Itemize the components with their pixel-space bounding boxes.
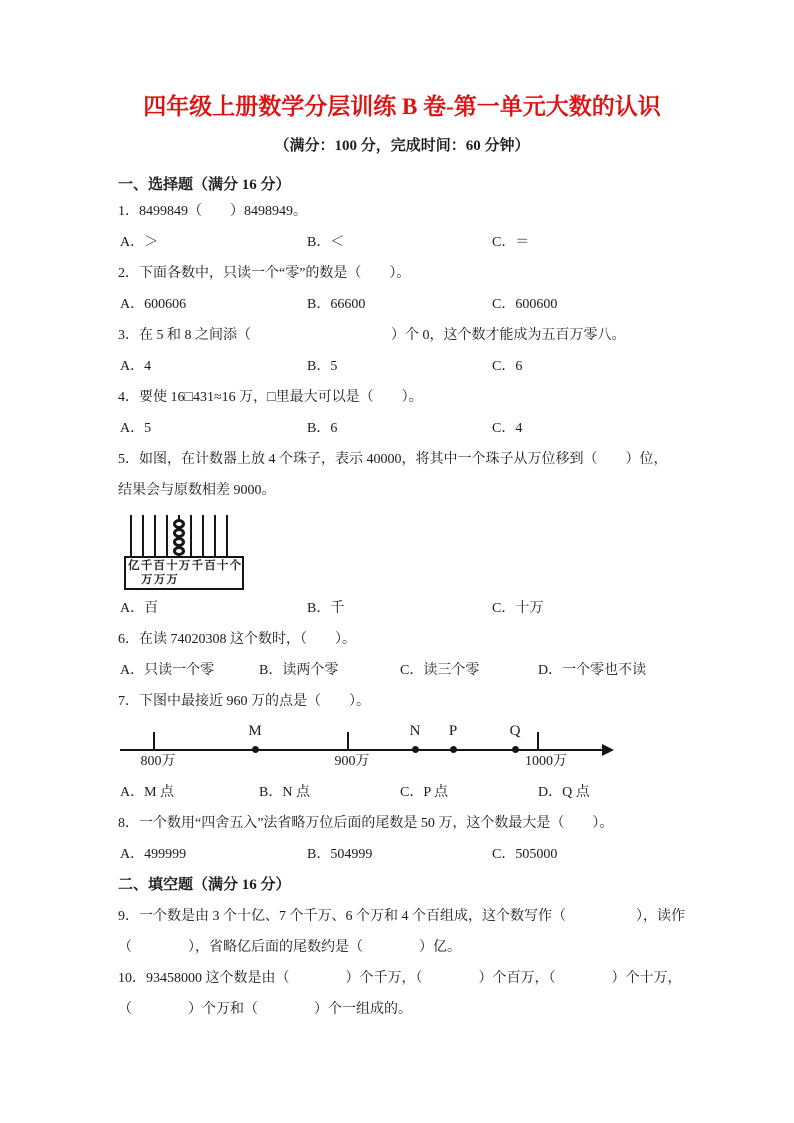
question-4-options	[118, 413, 686, 444]
numberline-tick-label-3: 1000万	[525, 754, 567, 769]
question-6-option-d: D．一个零也不读	[538, 663, 647, 678]
numberline-tick-1	[153, 732, 155, 750]
question-1-text: 1．8499849（ ）8498949。	[118, 204, 307, 219]
number-line-arrowhead-icon	[602, 744, 614, 756]
question-7-option-d: D．Q 点	[538, 785, 590, 800]
abacus-rod-2	[142, 515, 144, 556]
question-3-option-c: C．6	[492, 359, 523, 374]
question-6-option-a: A．只读一个零	[120, 663, 215, 678]
numberline-tick-label-1: 800万	[140, 754, 176, 769]
question-5-option-a: A．百	[120, 601, 159, 616]
question-8-option-b: B．504999	[307, 847, 373, 862]
question-2-option-a: A．600606	[120, 297, 187, 312]
abacus-counter-diagram	[124, 509, 264, 593]
question-4-option-a: A．5	[120, 421, 152, 436]
abacus-rod-9	[226, 515, 228, 556]
numberline-point-n	[412, 746, 419, 753]
question-10-line-2: （ ）个万和（ ）个一组成的。	[118, 1002, 412, 1017]
numberline-point-label-n: N	[409, 723, 421, 739]
question-4-option-b: B．6	[307, 421, 338, 436]
abacus-rod-1	[130, 515, 132, 556]
numberline-point-label-m: M	[248, 723, 262, 739]
question-6-text: 6．在读 74020308 这个数时，（ ）。	[118, 632, 356, 647]
question-5-options	[118, 593, 686, 624]
abacus-rod-6	[190, 515, 192, 556]
section-1-heading: 一、选择题（满分 16 分）	[118, 177, 291, 193]
question-7-options	[118, 777, 686, 808]
question-3-options	[118, 351, 686, 382]
question-2-options	[118, 289, 686, 320]
question-10-line-1: 10．93458000 这个数是由（ ）个千万，（ ）个百万，（ ）个十万，	[118, 971, 682, 986]
question-3-option-b: B．5	[307, 359, 338, 374]
question-8-option-a: A．499999	[120, 847, 187, 862]
question-7-option-c: C．P 点	[400, 785, 449, 800]
question-2-option-c: C．600600	[492, 297, 558, 312]
numberline-tick-2	[347, 732, 349, 750]
document-subtitle: （满分：100 分，完成时间：60 分钟）	[274, 138, 530, 154]
question-4-text: 4．要使 16□431≈16 万，□里最大可以是（ ）。	[118, 390, 423, 405]
numberline-tick-3	[537, 732, 539, 750]
question-5-line-2: 结果会与原数相差 9000。	[118, 483, 276, 498]
question-1-option-c: C．＝	[492, 235, 530, 250]
question-7-option-a: A．M 点	[120, 785, 175, 800]
numberline-tick-label-2: 900万	[334, 754, 370, 769]
question-2-option-b: B．66600	[307, 297, 366, 312]
question-1-options	[118, 227, 686, 258]
abacus-rod-8	[214, 515, 216, 556]
numberline-point-label-p: P	[448, 723, 458, 739]
question-6-option-c: C．读三个零	[400, 663, 480, 678]
question-9-line-2: （ ），省略亿后面的尾数约是（ ）亿。	[118, 940, 461, 955]
abacus-place-labels-row2: 万万万	[141, 574, 180, 586]
question-6-options	[118, 655, 686, 686]
question-2-text: 2．下面各数中，只读一个“零”的数是（ ）。	[118, 266, 411, 281]
question-3-option-a: A．4	[120, 359, 152, 374]
abacus-rod-3	[154, 515, 156, 556]
numberline-point-label-q: Q	[509, 723, 521, 739]
numberline-point-p	[450, 746, 457, 753]
question-8-text: 8．一个数用“四舍五入”法省略万位后面的尾数是 50 万，这个数最大是（ ）。	[118, 816, 614, 831]
question-4-option-c: C．4	[492, 421, 523, 436]
number-line-diagram	[118, 719, 686, 777]
numberline-point-q	[512, 746, 519, 753]
abacus-place-labels-row1: 亿千百十万千百十个	[128, 560, 243, 572]
abacus-rod-4	[166, 515, 168, 556]
question-5-option-b: B．千	[307, 601, 345, 616]
question-8-option-c: C．505000	[492, 847, 558, 862]
question-5-line-1: 5．如图，在计数器上放 4 个珠子，表示 40000，将其中一个珠子从万位移到（ ）位，	[118, 452, 668, 467]
numberline-point-m	[252, 746, 259, 753]
section-2-heading: 二、填空题（满分 16 分）	[118, 877, 291, 893]
abacus-bead-4	[173, 546, 185, 556]
question-3-text: 3．在 5 和 8 之间添（ ）个 0，这个数才能成为五百万零八。	[118, 328, 626, 343]
abacus-rod-7	[202, 515, 204, 556]
question-1-option-a: A．＞	[120, 235, 159, 250]
question-7-text: 7．下图中最接近 960 万的点是（ ）。	[118, 694, 370, 709]
abacus-base-box	[124, 556, 244, 590]
document-title: 四年级上册数学分层训练 B 卷-第一单元大数的认识	[143, 94, 661, 119]
question-6-option-b: B．读两个零	[259, 663, 339, 678]
question-5-option-c: C．十万	[492, 601, 544, 616]
question-7-option-b: B．N 点	[259, 785, 310, 800]
question-8-options	[118, 839, 686, 870]
question-9-line-1: 9．一个数是由 3 个十亿、7 个千万、6 个万和 4 个百组成，这个数写作（ ），读作	[118, 909, 685, 924]
question-1-option-b: B．＜	[307, 235, 345, 250]
